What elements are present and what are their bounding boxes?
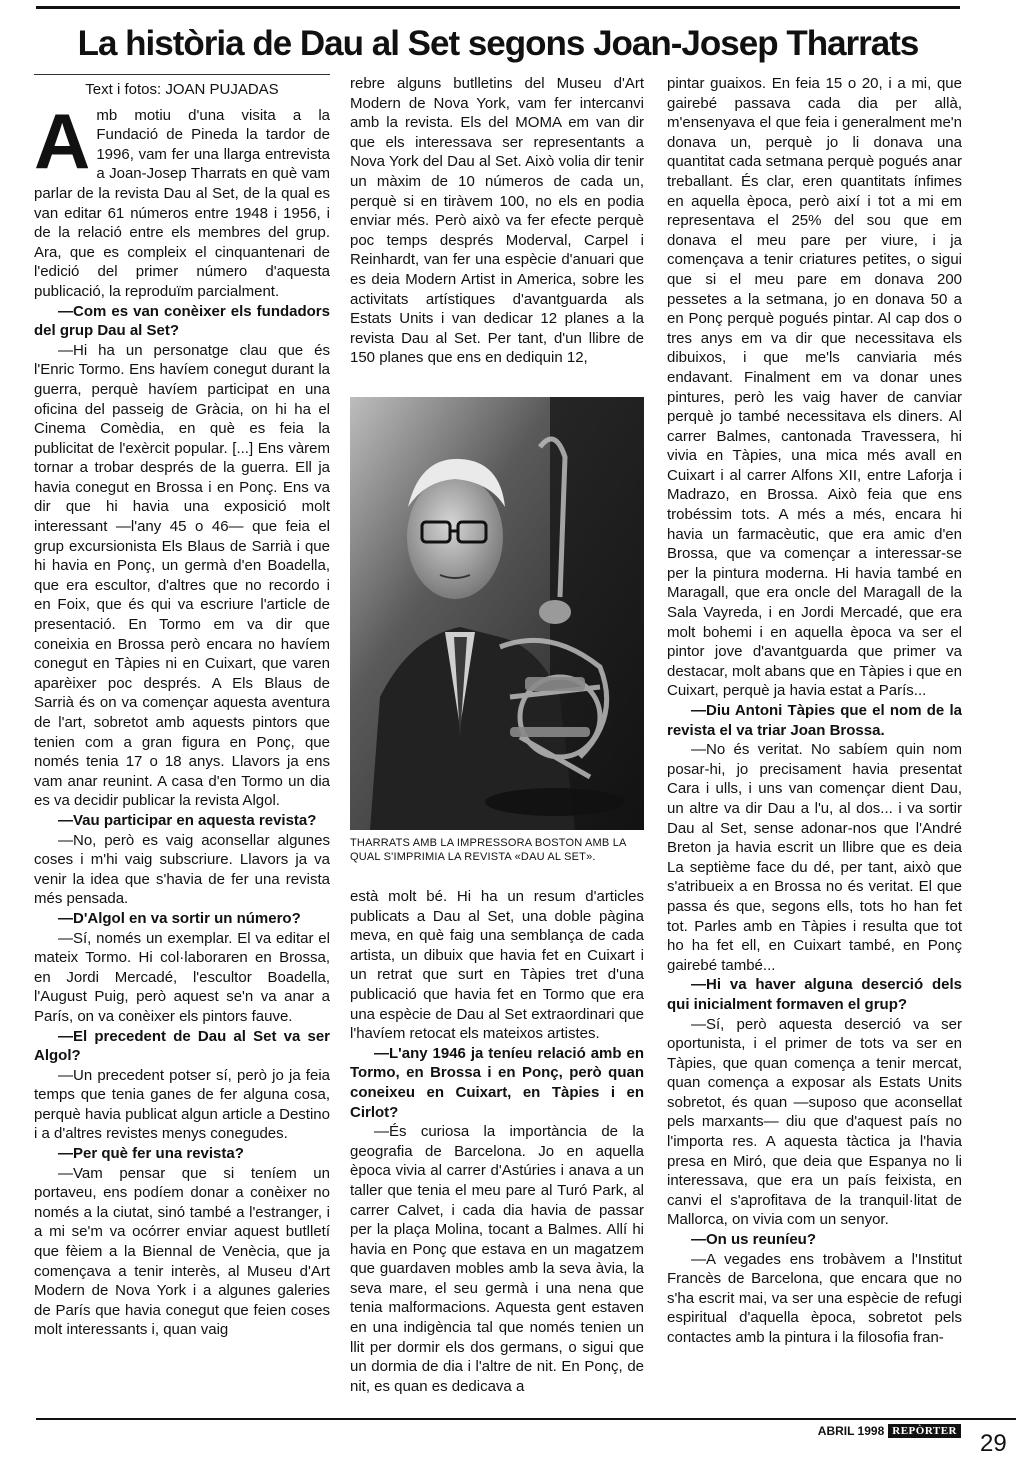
column-2-lower-body xyxy=(350,887,644,1396)
paragraph-text: està molt bé. Hi ha un resum d'articles publicats a Dau al Set, una doble pàgina meva, en què faig una semblança de cada artista, un dibuix que havia fet en Cuixart i un retrat que surt en Tàpies tret d'una publicació que havia fet en Tormo que era una espècie de Dau al Set extraordinari que l'havíem retocat els mateixos artistes. xyxy=(350,888,644,1043)
paragraph-text: pintar guaixos. En feia 15 o 20, i a mi, que gairebé passava cada dia per allà, m'ensenyava el que feia i generalment me'n donava un, perquè jo li donava una quantitat cada setmana perquè pogués anar treballant. És clar, eren quantitats ínfimes en aquella època, però així i tot a mi em representava el 25% del sou que em donava el meu pare per viure, i ja començava a tenir criatures petites, o sigui que si el meu pare em donava 200 pessetes a la setmana, jo en donava 50 a en Ponç perquè pogués pintar. Al cap dos o tres anys em va dir que necessitava els dibuixos, i que me'ls canviaria més endavant. Finalment em va donar unes pintures, però les vaig haver de canviar perquè jo també necessitava els diners. Al carrer Balmes, cantonada Travessera, hi vivia en Tàpies, una mica més avall en Cuixart i al carrer Alfons XII, entre Laforja i Madrazo, en Brossa. Això feia que ens trobéssim tots. A més a més, encara hi havia un farmacèutic, que era amic d'en Brossa, que va començar a interessar-se per la pintura moderna. Hi havia també en Maragall, que era oncle del Maragall de la Sala Vayreda, i en Jordi Mercadé, que era molt bohemi i en aquella època va ser el pintor jove d'avantguarda que primer va destacar, molt abans que en Tàpies i que en Cuixart, perquè ja havia estat a París... xyxy=(667,75,962,700)
paragraph-text: —Un precedent potser sí, però jo ja feia temps que tenia ganes de fer alguna cosa, perquè havia publicat algun article a Destino i a d'altres revistes menys conegudes. xyxy=(34,1066,330,1143)
paragraph-text: —A vegades ens trobàvem a l'Institut Francès de Barcelona, que encara que no s'ha escrit mai, va ser una espècie de refugi espiritual d'aquella època, sobretot pels contactes amb la pintura i la filosofia fran- xyxy=(667,1250,962,1346)
paragraph-text: —Com es van conèixer els fundadors del grup Dau al Set? xyxy=(34,302,330,340)
paragraph xyxy=(34,96,330,302)
paragraph-text: —Sí, només un exemplar. El va editar el mateix Tormo. Hi col·laboraren en Brossa, en Jordi Mercadé, l'escultor Boadella, l'August Puig, però aquest se'n va anar a París, on va conèixer els pintors fauve. xyxy=(34,929,330,1025)
paragraph-text: —Per què fer una revista? xyxy=(58,1145,244,1163)
page-footer xyxy=(818,1422,961,1440)
interview-question xyxy=(34,1027,330,1066)
paragraph xyxy=(34,929,330,1027)
interview-question xyxy=(34,909,330,929)
paragraph xyxy=(350,1122,644,1396)
photo-illustration xyxy=(350,397,644,830)
paragraph-text: —No és veritat. No sabíem quin nom posar-hi, jo precisament havia presentat Cara i ulls, i uns van començar dient Dau, un altre va dir Dau a l'u, al dos... i va sortir Dau al Set, sense adonar-nos que l'André Breton ja havia escrit un llibre que es deia La septième face du dé, per tant, això que s'atribueix a en Brossa no és veritat. El que passa és que, segons ells, tots ho han fet tot. Parles amb en Tàpies i resulta que tot ho ha fet ell, en Cuixart també, en Ponç gairebé també... xyxy=(667,741,962,974)
column-1 xyxy=(34,74,330,1340)
byline-rule xyxy=(34,74,330,75)
paragraph-text: —L'any 1946 ja teníeu relació amb en Tormo, en Brossa i en Ponç, però quan coneixeu en Cuixart, en Tàpies i en Cirlot? xyxy=(350,1044,644,1121)
article-photo xyxy=(350,397,644,830)
column-3-body xyxy=(667,74,962,1348)
column-1-body xyxy=(34,96,330,1340)
byline: Text i fotos: JOAN PUJADAS xyxy=(85,81,279,98)
interview-question xyxy=(667,701,962,740)
paragraph xyxy=(667,740,962,975)
interview-question xyxy=(667,1230,962,1250)
paragraph-text: rebre alguns butlletins del Museu d'Art Modern de Nova York, vam fer intercanvi amb la revista. Els del MOMA em van dir que els interessava ser representants a Nova York del Dau al Set. Això volia dir tenir un màxim de 10 números de cada un, perquè si en tiràvem 100, no els en podia enviar més. Però això va fer efecte perquè poc temps després Moderval, Carpel i Reinhardt, van fer una espècie d'anuari que es deia Modern Artist in America, sobre les activitats artístiques d'avantguarda als Estats Units i van dedicar 12 planes a la revista Dau al Set. Per tant, d'un llibre de 150 planes que ens en dediquin 12, xyxy=(350,75,644,367)
paragraph-text: —Sí, però aquesta deserció va ser oportunista, i el primer de tots va ser en Tàpies, que quan comença a tenir mercat, quan comença a exposar als Estats Units sobretot, és quan —suposo que aconsellat pels marxants— diu que d'aquest país no l'importa res. A aquesta tàctica ja l'havia presa en Miró, que deia que Espanya no li interessava, que era un país feixista, en canvi el s'aprofitava de la tranquil·litat de Mallorca, on vivia com un senyor. xyxy=(667,1015,962,1229)
paragraph-text: —No, però es vaig aconsellar algunes coses i m'hi vaig subscriure. Llavors ja va venir la idea que s'havia de fer una revista més pensada. xyxy=(34,831,330,908)
paragraph-text: —El precedent de Dau al Set va ser Algol? xyxy=(34,1027,330,1065)
paragraph xyxy=(667,1250,962,1348)
column-2-body xyxy=(350,74,644,368)
paragraph-text: —Hi ha un personatge clau que és l'Enric Tormo. Ens havíem conegut durant la guerra, perquè havíem participat en una oficina del passeig de Gràcia, on hi ha el Cinema Comèdia, en què es feia la publicitat de l'exèrcit popular. [...] Ens vàrem tornar a trobar després de la guerra. Ell ja havia conegut en Brossa i en Ponç. Ens va dir que hi havia una exposició molt interessant —l'any 45 o 46— que feia el grup excursionista Els Blaus de Sarrià i que hi havia en Ponç, un germà d'en Boadella, que era escultor, d'altres que no recordo i en Foix, que és qui va escriure l'article de presentació. En Tormo em va dir que coneixia en Brossa però encara no havíem conegut en Tàpies ni en Cuixart, que varen aparèixer poc després. A Els Blaus de Sarrià és on va començar aquesta aventura de l'art, sobretot amb aquests pintors que tenien com a gran figura en Ponç, que només tenia 17 o 18 anys. Llavors ja ens vam anar reunint. A casa d'en Tormo un dia es va decidir publicar la revista Algol. xyxy=(34,341,330,810)
interview-question xyxy=(667,975,962,1014)
issue-date: ABRIL 1998 xyxy=(817,1424,885,1438)
paragraph-text: mb motiu d'una visita a la Fundació de Pineda la tardor de 1996, vam fer una llarga entrevista a Joan-Josep Tharrats en què vam parlar de la revista Dau al Set, de la qual es van editar 61 números entre 1948 i 1956, i de la relació entre els membres del grup. Ara, que es compleix el cinquantenari de l'edició del primer número d'aquesta publicació, la reproduïm parcialment. xyxy=(34,106,330,300)
paragraph xyxy=(667,1015,962,1231)
paragraph-text: —Vam pensar que si teníem un portaveu, ens podíem donar a conèixer no només a la ciutat, sinó també a l'estranger, i a mi se'm va ocórrer enviar aquest butlletí que fèiem a la Biennal de Venècia, que ja començava a tenir interès, al Museu d'Art Modern de Nova York i a algunes galeries de París que havia conegut que feien coses molt interessants i, quan vaig xyxy=(34,1164,330,1339)
paragraph-text: —Hi va haver alguna deserció dels qui inicialment formaven el grup? xyxy=(667,976,962,1013)
paragraph xyxy=(34,1164,330,1340)
interview-question xyxy=(34,1144,330,1164)
paragraph xyxy=(34,341,330,811)
column-2-lower xyxy=(350,887,644,1396)
paragraph-text: —Vau participar en aquesta revista? xyxy=(58,811,317,829)
interview-question xyxy=(34,302,330,341)
paragraph-text: —Diu Antoni Tàpies que el nom de la revista el va triar Joan Brossa. xyxy=(667,702,962,739)
photo-caption: THARRATS AMB LA IMPRESSORA BOSTON AMB LA QUAL S'IMPRIMIA LA REVISTA «DAU AL SET». xyxy=(350,837,626,863)
paragraph xyxy=(34,831,330,909)
interview-question xyxy=(34,811,330,831)
drop-cap: A xyxy=(34,96,91,185)
column-3 xyxy=(667,74,962,1348)
article-title: La història de Dau al Set segons Joan-Josep Tharrats xyxy=(77,24,919,63)
paragraph xyxy=(350,887,644,1044)
paragraph xyxy=(350,74,644,368)
page-number: 29 xyxy=(980,1430,1007,1457)
magazine-logo: REPÒRTER xyxy=(888,1424,961,1438)
column-2 xyxy=(350,74,644,368)
paragraph xyxy=(667,74,962,701)
interview-question xyxy=(350,1044,644,1122)
paragraph-text: —És curiosa la importància de la geografia de Barcelona. Jo en aquella època vivia al carrer d'Astúries i anava a un taller que tenia el meu pare al Turó Park, al carrer Calvet, i cada dia havia de passar per la plaça Molina, tocant a Balmes. Allí hi havia en Ponç que estava en un magatzem que guardaven mobles amb la seva àvia, la seva mare, el seu germà i una nena que tenia malformacions. Aquesta gent estaven en una indigència tal que només tenien un llit per dormir els dos germans, o sigui que un dormia de dia i l'altre de nit. En Ponç, de nit, es quan es dedicava a xyxy=(350,1123,644,1395)
paragraph xyxy=(34,1066,330,1144)
top-rule xyxy=(36,6,960,9)
paragraph-text: —On us reuníeu? xyxy=(691,1231,817,1249)
bottom-rule xyxy=(36,1418,1016,1420)
paragraph-text: —D'Algol en va sortir un número? xyxy=(58,909,301,927)
